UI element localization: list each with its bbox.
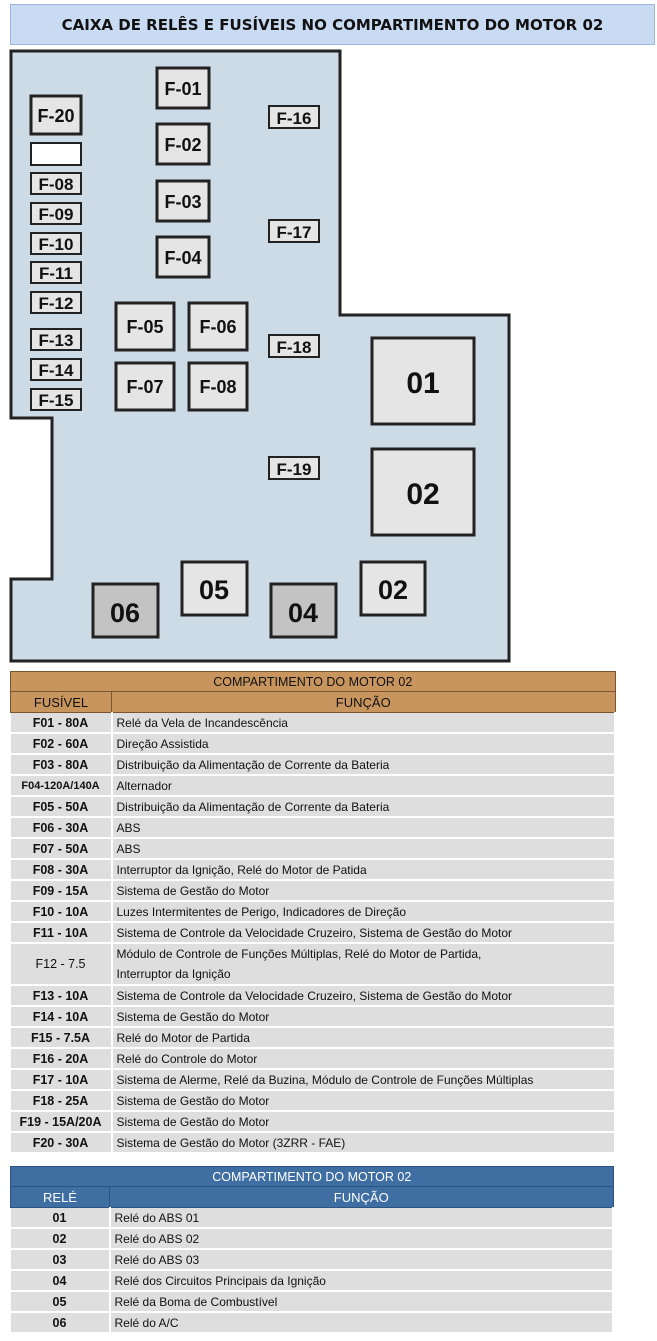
fuse-table-title: COMPARTIMENTO DO MOTOR 02: [11, 672, 616, 692]
fuse-box-diagram: [0, 0, 657, 665]
fuse-function-line-2: Interruptor da Ignição: [116, 967, 231, 981]
relay-code: 01: [11, 1208, 110, 1229]
fuse-function: Luzes Intermitentes de Perigo, Indicadores de Direção: [112, 901, 616, 922]
fuse-function: ABS: [112, 838, 616, 859]
table-row: [11, 838, 616, 859]
fuse-f13: [31, 329, 81, 350]
fuse-f12-label: F-12: [38, 294, 74, 313]
table-row: [11, 1048, 616, 1069]
fuse-code: F13 - 10A: [11, 985, 112, 1006]
fuse-table: [10, 671, 616, 1154]
relay-02-large-label: 02: [406, 478, 440, 511]
fuse-function: ABS: [112, 817, 616, 838]
fuse-code: F03 - 80A: [11, 754, 112, 775]
table-row: [11, 859, 616, 880]
fuse-function: Sistema de Gestão do Motor: [112, 880, 616, 901]
table-row: [11, 1228, 614, 1249]
table-row: [11, 733, 616, 754]
relay-column-header: RELÉ: [11, 1187, 110, 1208]
table-row: [11, 943, 616, 985]
fuse-code: F15 - 7.5A: [11, 1027, 112, 1048]
fuse-f12: [31, 292, 81, 313]
table-row: [11, 922, 616, 943]
fuse-code: F04-120A/140A: [11, 775, 112, 796]
table-row: [11, 817, 616, 838]
fuse-function: Alternador: [112, 775, 616, 796]
table-row: [11, 713, 616, 734]
fuse-function: Relé do Controle do Motor: [112, 1048, 616, 1069]
fuse-f03: [157, 181, 209, 221]
table-row: [11, 1270, 614, 1291]
relay-06-label: 06: [109, 598, 141, 628]
fuse-f17: [269, 220, 319, 242]
fuse-f15-label: F-15: [38, 391, 74, 410]
fuse-f17-label: F-17: [276, 223, 312, 242]
relay-05-label: 05: [198, 575, 230, 605]
relay-function: Relé da Boma de Combustível: [110, 1291, 614, 1312]
fuse-f11-label: F-11: [38, 264, 74, 283]
fuse-f08: [189, 363, 247, 410]
fuse-f10: [31, 233, 81, 254]
relay-function: Relé do ABS 02: [110, 1228, 614, 1249]
fuse-function: Sistema de Gestão do Motor (3ZRR - FAE): [112, 1132, 616, 1153]
fuse-code: F07 - 50A: [11, 838, 112, 859]
fuse-function: Sistema de Controle da Velocidade Cruzeiro, Sistema de Gestão do Motor: [112, 985, 616, 1006]
table-row: [11, 1208, 614, 1229]
fuse-f15: [31, 389, 81, 410]
fuse-f01-label: F-01: [164, 79, 202, 99]
fuse-f14: [31, 359, 81, 380]
fuse-f10-label: F-10: [38, 235, 74, 254]
relay-04: [271, 584, 336, 637]
fuse-f03-label: F-03: [164, 192, 202, 212]
fuse-function: Distribuição da Alimentação de Corrente da Bateria: [112, 754, 616, 775]
relay-code: 03: [11, 1249, 110, 1270]
relay-01-large-label: 01: [406, 367, 440, 400]
fuse-code: F09 - 15A: [11, 880, 112, 901]
function-column-header: FUNÇÃO: [112, 692, 616, 713]
relay-code: 05: [11, 1291, 110, 1312]
table-row: [11, 1291, 614, 1312]
table-row: [11, 754, 616, 775]
relay-06: [93, 584, 158, 637]
table-row: [11, 775, 616, 796]
table-row: [11, 1090, 616, 1111]
fuse-f09-label: F-09: [38, 205, 74, 224]
fuse-code: F18 - 25A: [11, 1090, 112, 1111]
table-row: [11, 901, 616, 922]
fuse-function: Relé do Motor de Partida: [112, 1027, 616, 1048]
empty-fuse-slot: [31, 143, 81, 165]
fuse-code: F12 - 7.5: [11, 943, 112, 985]
fuse-function: Interruptor da Ignição, Relé do Motor de Patida: [112, 859, 616, 880]
fuse-code: F10 - 10A: [11, 901, 112, 922]
fuse-f19-label: F-19: [276, 460, 312, 479]
fuse-f19: [269, 457, 319, 479]
fuse-code: F11 - 10A: [11, 922, 112, 943]
fuse-f08-small: [31, 173, 81, 194]
fuse-f14-label: F-14: [38, 361, 74, 380]
fuse-f20: [31, 96, 81, 134]
fuse-function: Sistema de Gestão do Motor: [112, 1006, 616, 1027]
fuse-f04-label: F-04: [164, 248, 202, 268]
fuse-column-header: FUSÍVEL: [11, 692, 112, 713]
relay-04-label: 04: [287, 598, 319, 628]
relay-table: [10, 1166, 614, 1334]
relay-code: 06: [11, 1312, 110, 1333]
table-row: [11, 1249, 614, 1270]
table-row: [11, 985, 616, 1006]
fuse-f02-label: F-02: [164, 135, 202, 155]
fuse-f08-label: F-08: [199, 377, 237, 397]
fuse-code: F17 - 10A: [11, 1069, 112, 1090]
fuse-function: [112, 943, 616, 985]
fuse-f16-label: F-16: [276, 109, 312, 128]
fuse-f16: [269, 106, 319, 128]
fuse-code: F20 - 30A: [11, 1132, 112, 1153]
relay-02-large: [372, 449, 474, 535]
relay-code: 02: [11, 1228, 110, 1249]
fuse-function: Distribuição da Alimentação de Corrente da Bateria: [112, 796, 616, 817]
relay-function: Relé do ABS 03: [110, 1249, 614, 1270]
fuse-f08-small-label: F-08: [38, 175, 74, 194]
relay-code: 04: [11, 1270, 110, 1291]
fuse-code: F01 - 80A: [11, 713, 112, 734]
fuse-f05: [116, 303, 174, 350]
fuse-f04: [157, 237, 209, 277]
fuse-code: F16 - 20A: [11, 1048, 112, 1069]
relay-function: Relé do A/C: [110, 1312, 614, 1333]
fuse-code: F14 - 10A: [11, 1006, 112, 1027]
table-row: [11, 880, 616, 901]
fuse-function: Relé da Vela de Incandescência: [112, 713, 616, 734]
fuse-f01: [157, 68, 209, 108]
table-row: [11, 1069, 616, 1090]
table-row: [11, 1312, 614, 1333]
fuse-function: Sistema de Controle da Velocidade Cruzeiro, Sistema de Gestão do Motor: [112, 922, 616, 943]
fuse-f07: [116, 363, 174, 410]
table-row: [11, 1006, 616, 1027]
fuse-function: Sistema de Gestão do Motor: [112, 1111, 616, 1132]
fuse-code: F05 - 50A: [11, 796, 112, 817]
fuse-f07-label: F-07: [126, 377, 164, 397]
fuse-code: F02 - 60A: [11, 733, 112, 754]
fuse-code: F06 - 30A: [11, 817, 112, 838]
fuse-f11: [31, 262, 81, 283]
fuse-table-body: [11, 713, 616, 1154]
fuse-f06-label: F-06: [199, 317, 237, 337]
relay-function: Relé dos Circuitos Principais da Ignição: [110, 1270, 614, 1291]
fuse-f20-label: F-20: [37, 106, 75, 126]
relay-table-title: COMPARTIMENTO DO MOTOR 02: [11, 1167, 614, 1187]
table-row: [11, 796, 616, 817]
table-row: [11, 1132, 616, 1153]
fuse-function: Sistema de Alerme, Relé da Buzina, Módulo de Controle de Funções Múltiplas: [112, 1069, 616, 1090]
fuse-f18: [269, 335, 319, 357]
relay-02-small: [361, 562, 425, 615]
table-row: [11, 1027, 616, 1048]
fuse-f05-label: F-05: [126, 317, 164, 337]
relay-function-column-header: FUNÇÃO: [110, 1187, 614, 1208]
table-row: [11, 1111, 616, 1132]
relay-05: [182, 562, 247, 615]
fuse-function: Direção Assistida: [112, 733, 616, 754]
relay-02-small-label: 02: [377, 575, 409, 605]
relay-table-body: [11, 1208, 614, 1334]
fuse-code: F08 - 30A: [11, 859, 112, 880]
relay-01-large: [372, 338, 474, 424]
fuse-f06: [189, 303, 247, 350]
fuse-f02: [157, 124, 209, 164]
fuse-code: F19 - 15A/20A: [11, 1111, 112, 1132]
fuse-f18-label: F-18: [276, 338, 312, 357]
page-title: CAIXA DE RELÊS E FUSÍVEIS NO COMPARTIMENTO DO MOTOR 02: [10, 4, 655, 45]
fuse-function-line-1: Módulo de Controle de Funções Múltiplas, Relé do Motor de Partida,: [116, 947, 482, 961]
fuse-f13-label: F-13: [38, 331, 74, 350]
relay-function: Relé do ABS 01: [110, 1208, 614, 1229]
fuse-function: Sistema de Gestão do Motor: [112, 1090, 616, 1111]
fuse-f09: [31, 203, 81, 224]
